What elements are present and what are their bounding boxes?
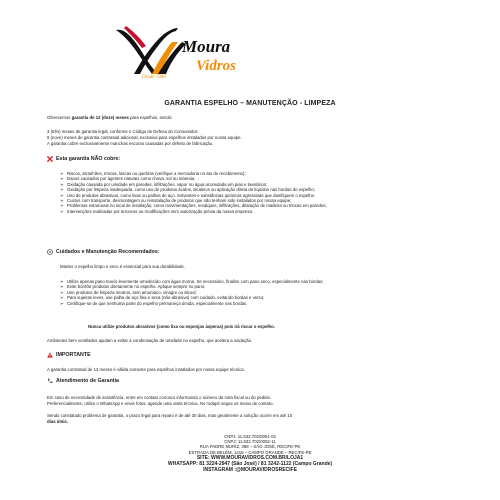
moura-vidros-logo — [112, 22, 282, 80]
list-item-text: Oxidação por limpeza inadequada, como uso de produtos ácidos, alcalinos ou aplicação direta de líquidos nas bordas do espelho; — [67, 187, 315, 193]
list-item-text: Problemas estruturais no local de instalação, como movimentações, recalques, infiltrações, dilatação de madeira ou trincas em paredes; — [67, 203, 327, 209]
arrow-icon: ➢ — [60, 198, 64, 204]
arrow-icon: ➢ — [60, 176, 64, 182]
important-title: IMPORTANTE — [56, 352, 91, 358]
arrow-icon: ➢ — [60, 208, 64, 214]
list-item-text: Use produtos de limpeza neutros, sem amoníaco, vinagre ou álcool; — [67, 289, 197, 295]
not-covered-list — [60, 171, 450, 214]
important-text: A garantia contratual de 12 meses é válida somente para espelhos instalados por nossa equipe técnica. — [47, 367, 245, 372]
care-lead: Manter o espelho limpo e seco é essencial para sua durabilidade. — [60, 264, 185, 269]
x-icon — [47, 156, 53, 162]
logo-word-vidros: Vidros — [196, 58, 237, 74]
section-service — [47, 378, 119, 384]
warning-icon — [47, 352, 53, 358]
intro-line — [47, 115, 172, 120]
footer-whatsapp: WHATSAPP: 81 3224-2947 (São José) / 81 3242-1122 (Campo Grande) — [167, 460, 333, 467]
logo-word-moura: Moura — [182, 37, 231, 56]
arrow-icon: ➢ — [60, 192, 64, 198]
list-item-text: Evite borrifar produtos diretamente no espelho. Aplique sempre no pano; — [67, 284, 206, 290]
arrow-icon: ➢ — [60, 279, 64, 284]
list-item-text: Para sujeiras leves, use palha de aço fina e seca (não-abrasiva) com cuidado, evitando bordas e verso; — [67, 295, 265, 301]
intro-suffix: para espelhos, sendo: — [128, 115, 173, 120]
ventilation-note: Ambientes bem ventilados ajudam a evitar a condensação de umidade no espelho, que acelera a oxidação. — [47, 338, 253, 343]
list-item-text: Uso de produtos abrasivos, como lixas ou palhas de aço. Solventes e substâncias químicas agressivas que danifiquem o espelho. — [67, 192, 316, 198]
list-item — [60, 209, 450, 214]
arrow-icon: ➢ — [60, 300, 64, 306]
list-item-text: Utilize apenas pano macio levemente umedecido com água morna. Se necessário, finalize com pano seco, especialmente nas bordas; — [67, 279, 324, 284]
service-line: Em caso de necessidade de assistência, entre em contato conosco informando o número da nota fiscal ou do pedido. — [47, 395, 272, 400]
resolution-line: Sendo constatado problema de garantia, o prazo legal para reparo é de até 30 dias, mas geralmente a solução ocorre em até 10 — [47, 413, 293, 418]
phone-icon — [47, 378, 53, 384]
list-item-text: Custos com transporte, desmontagem ou reinstalação de produtos que não tenham sido instalados por nossa equipe; — [67, 198, 292, 204]
care-title: Cuidados e Manutenção Recomendados: — [56, 249, 160, 255]
term-line: 3 (três) meses de garantia legal, conforme o Código de Defesa do Consumidor; — [47, 129, 199, 134]
list-item-text: Riscos, arranhões, trincas, lascas ou quebras (verifique a mercadoria no ato do recebimento); — [67, 171, 246, 176]
section-important — [47, 352, 91, 358]
footer-address-1: RUA PADRE MURIZ, 398 – SÃO JOSÉ, RECIFE-PE — [199, 444, 301, 450]
footer-cnpj-1: CNPJ: 11.532.702/0001-02 — [224, 434, 276, 439]
list-item-text: Certifique-se de que nenhuma parte do espelho permaneça úmida, especialmente nas bordas. — [67, 300, 248, 306]
footer — [0, 434, 500, 473]
service-line: Preferencialmente, utilize o WhatsApp e envie fotos, agende uma visita técnica. No rodapé segue os meios de contato. — [47, 401, 274, 406]
arrow-icon: ➢ — [60, 289, 64, 295]
list-item — [60, 301, 450, 306]
footer-cnpj-2: CNPJ: 11.532.702/0002-11 — [224, 439, 276, 445]
logo-graphic — [112, 22, 282, 80]
term-line: A garantia cobre exclusivamente manchas escuras causadas por defeito de fabricação. — [47, 141, 214, 146]
arrow-icon: ➢ — [60, 171, 64, 176]
footer-address-2: ESTRADA DE BELÉM, 1416 – CAMPO GRANDE – RECIFE-PE — [188, 449, 312, 455]
section-not-covered — [47, 156, 120, 162]
cleaning-icon — [47, 249, 53, 255]
arrow-icon: ➢ — [60, 295, 64, 301]
service-title: Atendimento de Garantia — [56, 378, 119, 384]
intro-bold: garantia de 12 (doze) meses — [71, 115, 129, 120]
not-covered-title: Esta garantia NÃO cobre: — [56, 156, 121, 162]
arrow-icon: ➢ — [60, 284, 64, 290]
care-list — [60, 279, 450, 306]
intro-prefix: Oferecemos — [47, 115, 72, 120]
footer-site: SITE: WWW.MOURAVIDROS.COM.BR/LOJA1 — [196, 454, 304, 461]
list-item-text: Intervenções realizadas por terceiros ou modificações sem autorização prévia da nossa empresa. — [67, 208, 254, 214]
section-care — [47, 249, 160, 255]
list-item-text: Danos causados por agentes naturais como chuva, sol ou maresia; — [67, 176, 196, 182]
arrow-icon: ➢ — [60, 181, 64, 187]
arrow-icon: ➢ — [60, 203, 64, 209]
footer-instagram: INSTAGRAM :@MOURAVIDROSRECIFE — [203, 466, 297, 473]
arrow-icon: ➢ — [60, 187, 64, 193]
list-item-text: Oxidação causada por umidade em paredes, infiltrações, vapor ou água acumulada em pias e lavatórios; — [67, 181, 268, 187]
care-warning: Nunca utilize produtos abrasivos (como lixa ou esponjas ásperas) pois irá riscar o espelho. — [88, 324, 275, 329]
page-title: GARANTIA ESPELHO – MANUTENÇÃO - LIMPEZA — [164, 100, 336, 107]
logo-tagline: Desde 1988 — [142, 75, 166, 80]
resolution-end: dias úteis. — [47, 419, 69, 424]
term-line: 9 (nove) meses de garantia contratual adicional, exclusiva para espelhos instalados por nossa equipe. — [47, 135, 242, 140]
